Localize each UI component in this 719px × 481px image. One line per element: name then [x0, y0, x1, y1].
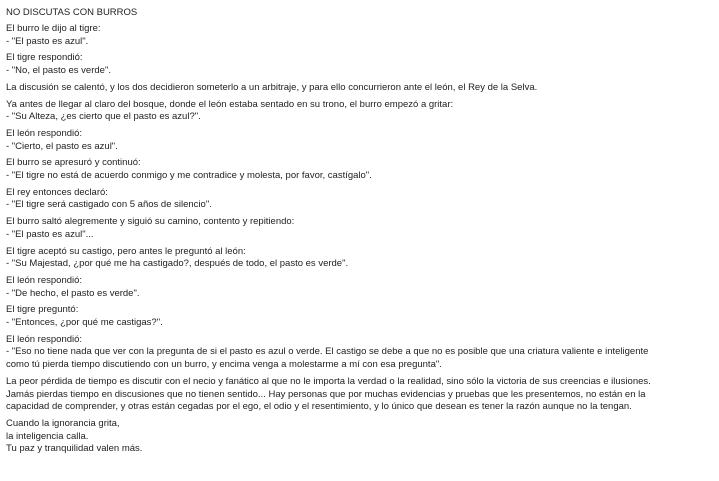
paragraph: [6, 82, 713, 95]
text-line: - "De hecho, el pasto es verde".: [6, 287, 140, 299]
paragraph: [6, 304, 713, 329]
text-line: El rey entonces declaró:: [6, 186, 108, 198]
paragraph: [6, 187, 713, 212]
text-line: Ya antes de llegar al claro del bosque, donde el león estaba sentado en su trono, el burro empezó a gritar:: [6, 98, 454, 110]
text-line: El león respondió:: [6, 274, 83, 286]
paragraph: [6, 246, 713, 271]
text-line: - "El pasto es azul"...: [6, 228, 94, 240]
text-line: El tigre aceptó su castigo, pero antes le preguntó al león:: [6, 245, 246, 257]
text-line: El león respondió:: [6, 127, 83, 139]
text-line: El león respondió:: [6, 333, 83, 345]
text-line: la inteligencia calla.: [6, 430, 89, 442]
text-line: - "Entonces, ¿por qué me castigas?".: [6, 317, 163, 329]
text-line: - "El tigre será castigado con 5 años de silencio".: [6, 199, 212, 211]
text-line: capacidad de comprender, y otras están cegadas por el ego, el odio y el resentimiento, y lo único que desean es tener la razón aunque no la tengan.: [6, 401, 632, 413]
text-line: como tú pierda tiempo discutiendo con un burro, y encima venga a molestarme a mí con esa pregunta".: [6, 359, 442, 371]
paragraph: [6, 52, 713, 77]
text-line: - "El pasto es azul".: [6, 35, 89, 47]
text-line: La peor pérdida de tiempo es discutir con el necio y fanático al que no le importa la verdad o la realidad, sino sólo la victoria de sus creencias e ilusiones.: [6, 375, 651, 387]
text-line: El burro le dijo al tigre:: [6, 23, 101, 34]
paragraph: [6, 275, 713, 300]
text-line: El burro se apresuró y continuó:: [6, 157, 141, 169]
text-line: - "No, el pasto es verde".: [6, 65, 111, 77]
paragraph: [6, 23, 713, 48]
paragraph-list: [6, 23, 713, 456]
text-line: - "El tigre no está de acuerdo conmigo y me contradice y molesta, por favor, castígalo".: [6, 170, 372, 182]
paragraph: [6, 418, 713, 456]
paragraph: [6, 334, 713, 372]
text-line: Cuando la ignorancia grita,: [6, 417, 120, 429]
paragraph: [6, 128, 713, 153]
paragraph: [6, 99, 713, 124]
text-line: - "Eso no tiene nada que ver con la pregunta de si el pasto es azul o verde. El castigo se debe a que no es posible que una criatura valiente e inteligente: [6, 346, 649, 358]
paragraph: [6, 216, 713, 241]
text-line: El tigre respondió:: [6, 52, 83, 64]
text-line: - "Su Alteza, ¿es cierto que el pasto es azul?".: [6, 111, 201, 123]
paragraph: [6, 157, 713, 182]
page-title: NO DISCUTAS CON BURROS: [6, 7, 138, 18]
text-line: La discusión se calentó, y los dos decidieron someterlo a un arbitraje, y para ello concurrieron ante el león, el Rey de la Selva.: [6, 81, 538, 93]
text-line: - "Su Majestad, ¿por qué me ha castigado?, después de todo, el pasto es verde".: [6, 258, 349, 270]
text-line: Jamás pierdas tiempo en discusiones que no tienen sentido... Hay personas que por muchas evidencias y pruebas que les presentemos, no están en la: [6, 388, 646, 400]
text-line: El tigre preguntó:: [6, 304, 79, 316]
text-line: Tu paz y tranquilidad valen más.: [6, 443, 143, 455]
text-line: El burro saltó alegremente y siguió su camino, contento y repitiendo:: [6, 216, 295, 228]
paragraph: [6, 376, 713, 414]
text-line: - "Cierto, el pasto es azul".: [6, 140, 118, 152]
